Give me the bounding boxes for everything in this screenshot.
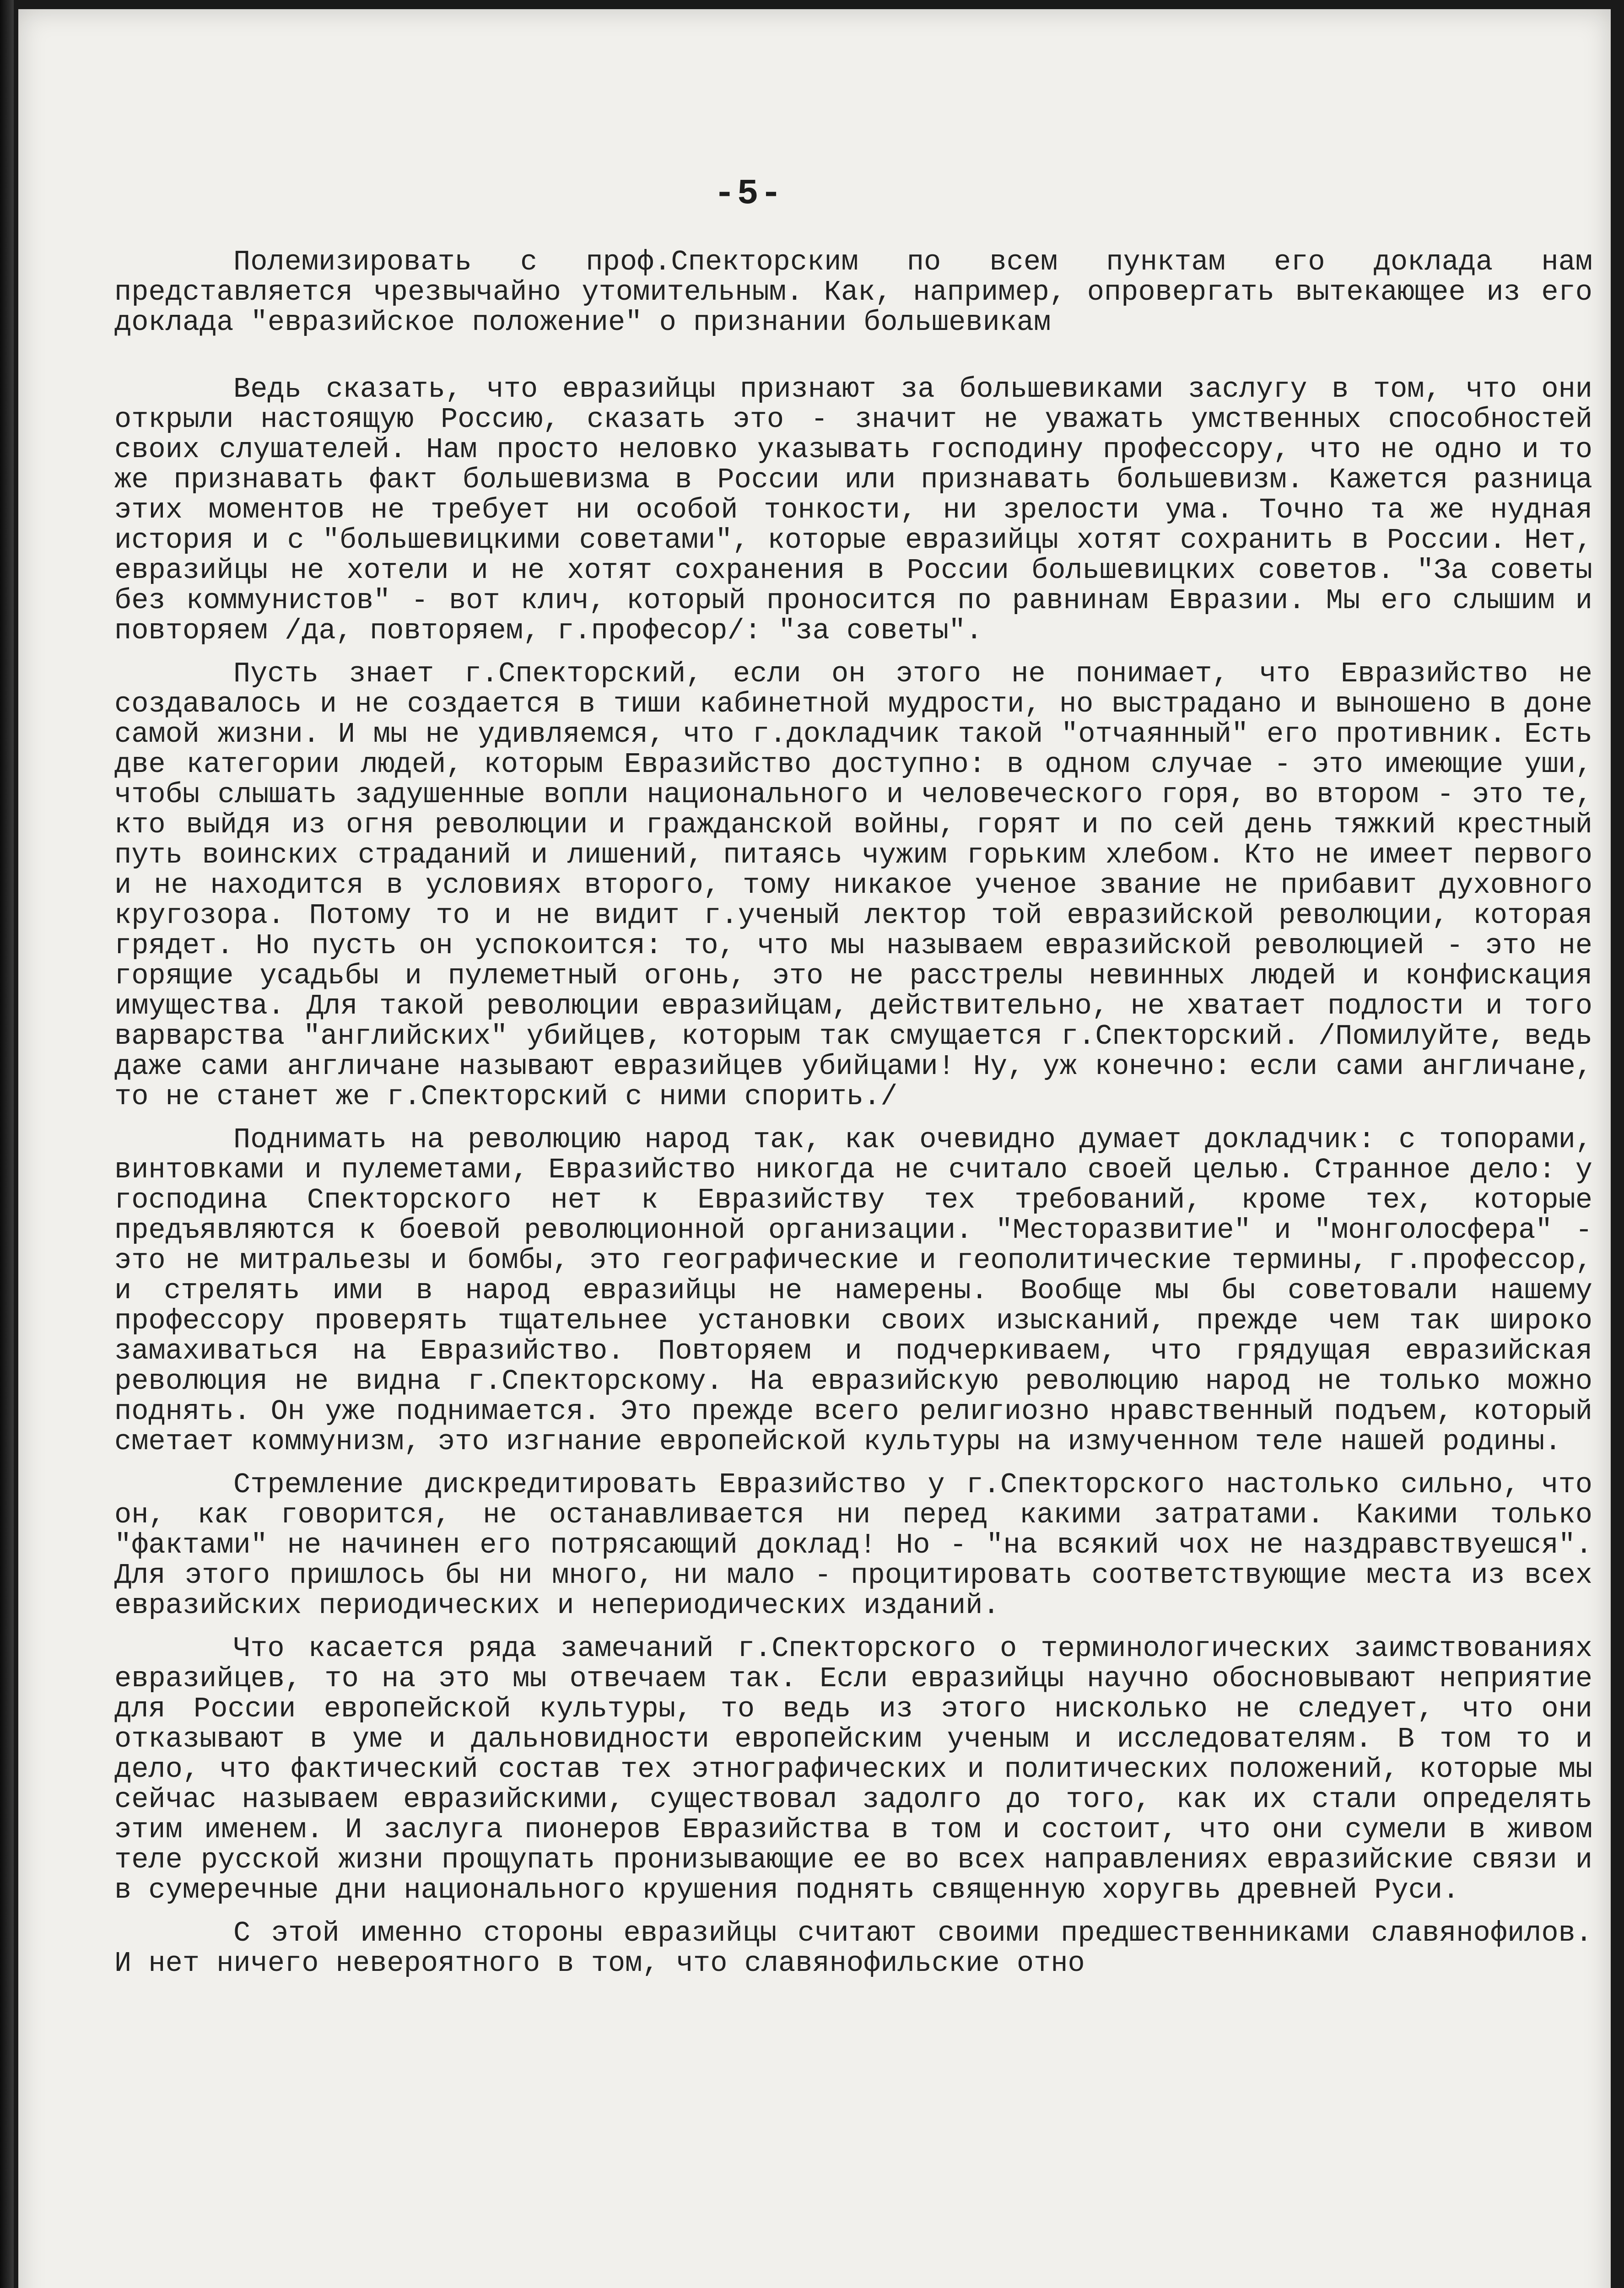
paragraph-3: Пусть знает г.Спекторский, если он этого не понимает, что Евразийство не создавалось и не создается в тиши кабинетной мудрости, но выстрадано и выношено в доне самой жизни. И мы не удивляемся, что г.докладчик такой "отчаянный" его противник. Есть две категории людей, которым Евразийство доступно: в одном случае - это имеющие уши, чтобы слышать задушенные вопли национального и человеческого горя, во втором - это те, кто выйдя из огня революции и гражданской войны, горят и по сей день тяжкий крестный путь воинских страданий и лишений, питаясь чужим горьким хлебом. Кто не имеет первого и не находится в условиях второго, тому никакое ученое звание не прибавит духовного кругозора. Потому то и не видит г.ученый лектор той евразийской революции, которая грядет. Но пусть он успокоится: то, что мы называем евразийской революцией - это не горящие усадьбы и пулеметный огонь, это не расстрелы невинных людей и конфискация имущества. Для такой революции евразийцам, действительно, не хватает подлости и того варварства "английских" убийцев, которым так смущается г.Спекторский. /Помилуйте, ведь даже сами англичане называют евразийцев убийцами! Ну, уж конечно: если сами англичане, то не станет же г.Спекторский с ними спорить./ bbox=[114, 658, 1592, 1113]
page-number: -5- bbox=[714, 174, 784, 214]
document-body bbox=[114, 247, 1592, 1991]
paragraph-5: Стремление дискредитировать Евразийство у г.Спекторского настолько сильно, что он, как говорится, не останавливается ни перед какими затратами. Какими только "фактами" не начинен его потрясающий доклад! Но - "на всякий чох не наздравствуешся". Для этого пришлось бы ни много, ни мало - процитировать соответствующие места из всех евразийских периодических и непериодических изданий. bbox=[114, 1468, 1592, 1622]
scan-edge bbox=[0, 0, 14, 2288]
paragraph-7: С этой именно стороны евразийцы считают своими предшественниками славянофилов. И нет ничего невероятного в том, что славянофильские отно bbox=[114, 1917, 1592, 1980]
paragraph-1: Полемизировать с проф.Спекторским по всем пунктам его доклада нам представляется чрезвычайно утомительным. Как, например, опровергать вытекающее из его доклада "евразийское положение" о признании большевикам bbox=[114, 246, 1592, 339]
paragraph-6: Что касается ряда замечаний г.Спекторского о терминологических заимствованиях евразийцев, то на это мы отвечаем так. Если евразийцы научно обосновывают неприятие для России европейской культуры, то ведь из этого нисколько не следует, что они отказывают в уме и дальновидности европейским ученым и исследователям. В том то и дело, что фактический состав тех этнографических и политических положений, которые мы сейчас называем евразийскими, существовал задолго до того, как их стали определять этим именем. И заслуга пионеров Евразийства в том и состоит, что они сумели в живом теле русской жизни прощупать пронизывающие ее во всех направлениях евразийские связи и в сумеречные дни национального крушения поднять священную хоругвь древней Руси. bbox=[114, 1632, 1592, 1906]
paragraph-2: Ведь сказать, что евразийцы признают за большевиками заслугу в том, что они открыли настоящую Россию, сказать это - значит не уважать умственных способностей своих слушателей. Нам просто неловко указывать господину профессору, что не одно и то же признавать факт большевизма в России или признавать большевизм. Кажется разница этих моментов не требует ни особой тонкости, ни зрелости ума. Точно та же нудная история и с "большевицкими советами", которые евразийцы хотят сохранить в России. Нет, евразийцы не хотели и не хотят сохранения в России большевицких советов. "За советы без коммунистов" - вот клич, который проносится по равнинам Евразии. Мы его слышим и повторяем /да, повторяем, г.професор/: "за советы". bbox=[114, 373, 1592, 647]
document-page bbox=[18, 9, 1611, 2288]
paragraph-4: Поднимать на революцию народ так, как очевидно думает докладчик: с топорами, винтовками и пулеметами, Евразийство никогда не считало своей целью. Странное дело: у господина Спекторского нет к Евразийству тех требований, кроме тех, которые предъявляются к боевой революционной организации. "Месторазвитие" и "монголосфера" - это не митральезы и бомбы, это географические и геополитические термины, г.профессор, и стрелять ими в народ евразийцы не намерены. Вообще мы бы советовали нашему профессору проверять тщательнее установки своих изысканий, прежде чем так широко замахиваться на Евразийство. Повторяем и подчеркиваем, что грядущая евразийская революция не видна г.Спекторскому. На евразийскую революцию народ не только можно поднять. Он уже поднимается. Это прежде всего религиозно нравственный подъем, который сметает коммунизм, это изгнание европейской культуры на измученном теле нашей родины. bbox=[114, 1123, 1592, 1458]
